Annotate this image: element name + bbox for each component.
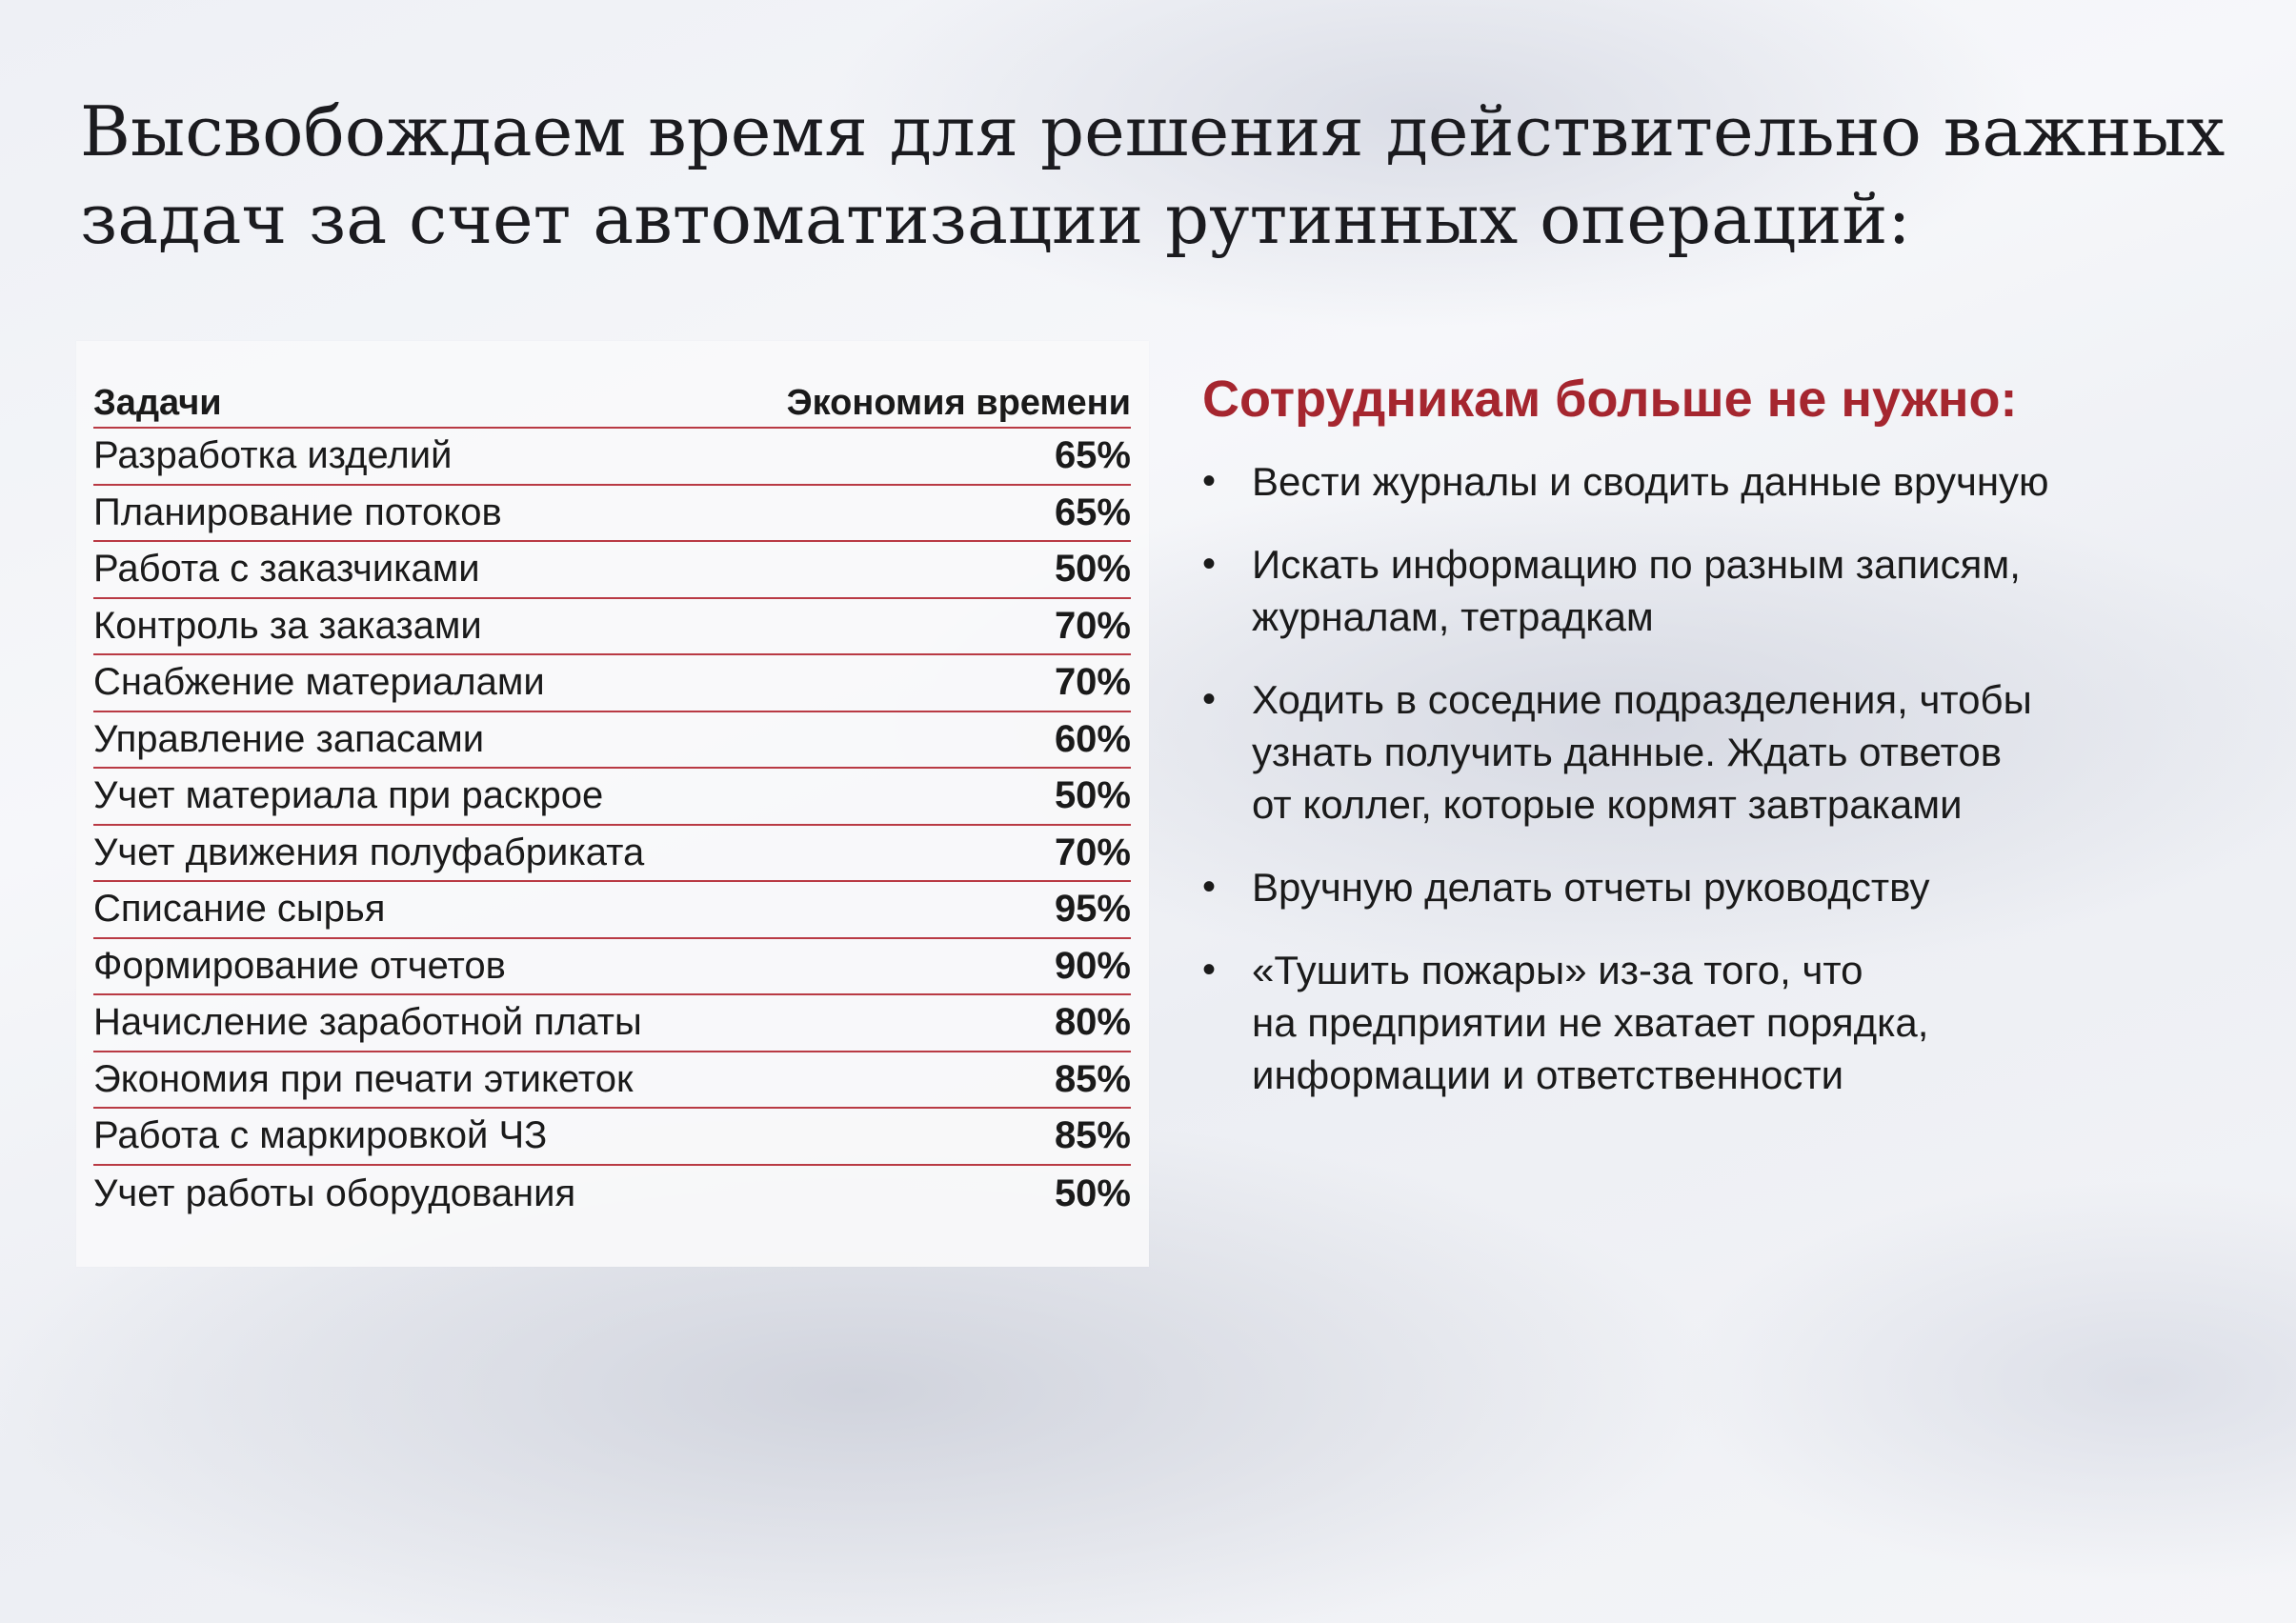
time-saving-value: 50% — [1054, 1172, 1131, 1214]
time-saving-value: 85% — [1054, 1057, 1131, 1100]
bullet-dot-icon: • — [1202, 949, 1217, 991]
table-row — [93, 1109, 1131, 1166]
task-name: Планирование потоков — [93, 491, 502, 533]
task-name: Учет движения полуфабриката — [93, 831, 645, 873]
table-row — [93, 599, 1131, 656]
task-name: Разработка изделий — [93, 434, 453, 477]
bullet-dot-icon: • — [1202, 866, 1217, 908]
time-saving-value: 90% — [1054, 944, 1131, 987]
task-name: Формирование отчетов — [93, 944, 506, 987]
table-row — [93, 995, 1131, 1052]
time-saving-value: 70% — [1054, 604, 1131, 647]
time-saving-value: 60% — [1054, 717, 1131, 760]
table-body — [93, 429, 1131, 1222]
table-row — [93, 826, 1131, 883]
column-header-time-saving: Экономия времени — [786, 382, 1131, 423]
table-row — [93, 655, 1131, 712]
list-item-text: Искать информацию по разным записям, журналам, тетрадкам — [1252, 542, 2021, 639]
task-name: Начисление заработной платы — [93, 1001, 642, 1044]
savings-table — [93, 379, 1131, 1222]
table-header-row — [93, 379, 1131, 429]
list-item-text: Ходить в соседние подразделения, чтобы узнать получить данные. Ждать ответов от коллег, которые кормят завтраками — [1252, 677, 2032, 827]
table-row — [93, 429, 1131, 486]
time-saving-value: 50% — [1054, 548, 1131, 591]
table-row — [93, 486, 1131, 543]
table-row — [93, 542, 1131, 599]
list-item-text: Вести журналы и сводить данные вручную — [1252, 459, 2049, 504]
table-row — [93, 712, 1131, 770]
list-item — [1202, 455, 2250, 508]
table-row — [93, 769, 1131, 826]
column-header-tasks: Задачи — [93, 382, 222, 423]
task-name: Контроль за заказами — [93, 604, 482, 647]
bullet-dot-icon: • — [1202, 678, 1217, 720]
task-name: Работа с заказчиками — [93, 548, 480, 591]
page-title: Высвобождаем время для решения действительно важных задач за счет автоматизации рутинных операций: — [80, 91, 2226, 259]
savings-table-panel — [76, 341, 1149, 1267]
table-row — [93, 882, 1131, 939]
bullet-dot-icon: • — [1202, 460, 1217, 502]
section-heading: Сотрудникам больше не нужно: — [1202, 371, 2018, 428]
list-item — [1202, 944, 2250, 1101]
list-item — [1202, 673, 2250, 831]
list-item — [1202, 538, 2250, 643]
bullet-list — [1202, 455, 2250, 1132]
table-row — [93, 1166, 1131, 1223]
task-name: Работа с маркировкой ЧЗ — [93, 1114, 548, 1157]
list-item-text: «Тушить пожары» из-за того, что на предприятии не хватает порядка, информации и ответственности — [1252, 948, 1929, 1097]
task-name: Снабжение материалами — [93, 661, 545, 704]
time-saving-value: 95% — [1054, 888, 1131, 931]
task-name: Управление запасами — [93, 717, 485, 760]
time-saving-value: 80% — [1054, 1001, 1131, 1044]
time-saving-value: 65% — [1054, 434, 1131, 477]
task-name: Учет материала при раскрое — [93, 774, 604, 817]
list-item-text: Вручную делать отчеты руководству — [1252, 865, 1930, 910]
time-saving-value: 50% — [1054, 774, 1131, 817]
table-row — [93, 1052, 1131, 1110]
table-row — [93, 939, 1131, 996]
time-saving-value: 85% — [1054, 1114, 1131, 1157]
bullet-dot-icon: • — [1202, 543, 1217, 585]
task-name: Экономия при печати этикеток — [93, 1057, 634, 1100]
time-saving-value: 65% — [1054, 491, 1131, 533]
task-name: Списание сырья — [93, 888, 386, 931]
task-name: Учет работы оборудования — [93, 1172, 576, 1214]
time-saving-value: 70% — [1054, 831, 1131, 873]
time-saving-value: 70% — [1054, 661, 1131, 704]
list-item — [1202, 861, 2250, 913]
